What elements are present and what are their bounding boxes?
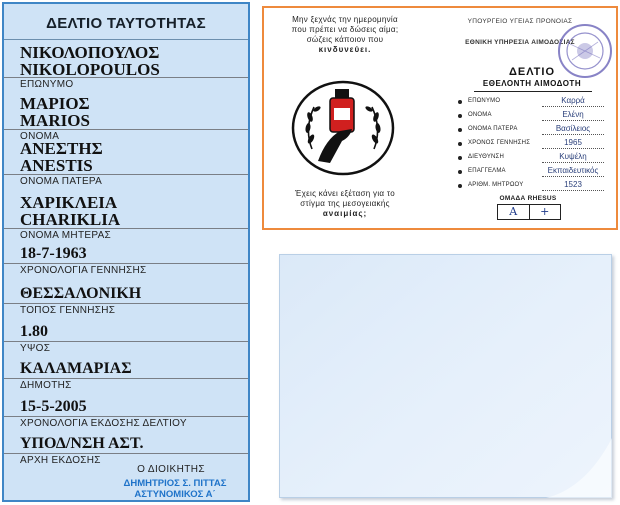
surname-greek: ΝΙΚΟΛΟΠΟΥΛΟΣ (20, 43, 160, 62)
father-name-greek: ΑΝΕΣΤΗΣ (20, 139, 103, 158)
donor-row-profession (458, 166, 608, 180)
rhesus-group-box (497, 204, 561, 220)
field-divider (4, 453, 248, 454)
question-line: στίγμα της μεσογειακής (300, 199, 390, 208)
mother-name-label: ΟΝΟΜΑ ΜΗΤΕΡΑΣ (20, 230, 112, 241)
field-divider (4, 378, 248, 379)
father-name-label: ΟΝΟΜΑ ΠΑΤΕΡΑ (20, 176, 103, 187)
rhesus-group-label: ΟΜΑΔΑ RHESUS (499, 195, 557, 202)
birth-place-value: ΘΕΣΣΑΛΟΝΙΚΗ (20, 285, 142, 302)
question-line: Έχεις κάνει εξέταση για το (295, 189, 395, 198)
dotted-line (542, 148, 604, 149)
donor-row-label: ΧΡΟΝΟΣ ΓΕΝΝΗΣΗΣ (468, 140, 531, 146)
reminder-line: σώζεις κάποιον που (306, 35, 384, 44)
issue-date-label: ΧΡΟΝΟΛΟΓΙΑ ΕΚΔΟΣΗΣ ΔΕΛΤΙΟΥ (20, 418, 187, 429)
title-divider (4, 39, 248, 40)
signatory-rank: ΑΣΤΥΝΟΜΙΚΟΣ Α΄ (134, 489, 216, 500)
subtitle-underline (474, 91, 592, 92)
dotted-line (542, 134, 604, 135)
donor-row-label: ΟΝΟΜΑ (468, 112, 492, 118)
donor-row-label: ΔΙΕΥΘΥΝΣΗ (468, 154, 504, 160)
mother-name-greek: ΧΑΡΙΚΛΕΙΑ (20, 193, 118, 212)
page-curl-icon (546, 438, 612, 498)
donor-row-value: Κυψέλη (559, 152, 587, 161)
bullet-icon (458, 156, 462, 160)
issuing-authority-label: ΑΡΧΗ ΕΚΔΟΣΗΣ (20, 455, 101, 466)
donor-card-title: ΔΕΛΤΙΟ (509, 66, 555, 78)
reminder-text (270, 15, 420, 55)
donor-row-label: ΕΠΑΓΓΕΛΜΑ (468, 168, 506, 174)
dotted-line (542, 190, 604, 191)
bullet-icon (458, 142, 462, 146)
height-value: 1.80 (20, 323, 48, 340)
issue-date-value: 15-5-2005 (20, 398, 87, 415)
donor-row-value: 1523 (564, 180, 582, 189)
donor-row-name (458, 110, 608, 124)
bullet-icon (458, 128, 462, 132)
ministry-name: ΥΠΟΥΡΓΕΙΟ ΥΓΕΙΑΣ ΠΡΟΝΟΙΑΣ (467, 18, 573, 25)
dotted-line (542, 120, 604, 121)
donor-row-label: ΕΠΩΝΥΜΟ (468, 98, 501, 104)
municipality-label: ΔΗΜΟΤΗΣ (20, 380, 72, 391)
field-divider (4, 416, 248, 417)
anemia-question (270, 189, 420, 219)
dotted-line (542, 106, 604, 107)
signatory-name: ΔΗΜΗΤΡΙΟΣ Σ. ΠΙΤΤΑΣ (123, 478, 227, 489)
donor-row-value: Καρρά (561, 96, 585, 105)
field-divider (4, 341, 248, 342)
reminder-line: Μην ξεχνάς την ημερομηνία (292, 15, 398, 24)
mother-name-latin: CHARIKLIA (20, 210, 121, 229)
field-divider (4, 228, 248, 229)
donor-row-surname (458, 96, 608, 110)
reminder-line: κινδυνεύει. (318, 45, 372, 54)
field-divider (4, 77, 248, 78)
blood-donation-emblem-icon (290, 79, 396, 177)
field-divider (4, 129, 248, 130)
blood-group-value: A (509, 205, 518, 218)
bullet-icon (458, 170, 462, 174)
height-label: ΥΨΟΣ (20, 343, 51, 354)
bullet-icon (458, 114, 462, 118)
surname-latin: NIKOLOPOULOS (20, 60, 160, 79)
donor-card-subtitle: ΕΘΕΛΟΝΤΗ ΑΙΜΟΔΟΤΗ (482, 79, 582, 88)
donor-row-value: 1965 (564, 138, 582, 147)
first-name-greek: ΜΑΡΙΟΣ (20, 94, 90, 113)
donor-row-birth-year (458, 138, 608, 152)
donor-row-value: Ελένη (562, 110, 584, 119)
donor-row-registry-number (458, 180, 608, 194)
signatory-block (100, 478, 250, 500)
bullet-icon (458, 184, 462, 188)
donor-row-value: Εκπαιδευτικός (547, 166, 599, 175)
donor-row-father-name (458, 124, 608, 138)
first-name-latin: MARIOS (20, 111, 90, 130)
rhesus-factor-value: + (529, 205, 561, 219)
signatory-role: Ο ΔΙΟΙΚΗΤΗΣ (137, 464, 205, 475)
father-name-latin: ANESTIS (20, 156, 93, 175)
dotted-line (542, 176, 604, 177)
donor-row-label: ΑΡΙΘΜ. ΜΗΤΡΩΟΥ (468, 182, 524, 188)
field-divider (4, 174, 248, 175)
donor-row-value: Βασίλειος (555, 124, 591, 133)
reminder-line: που πρέπει να δώσεις αίμα; (291, 25, 399, 34)
donor-row-address (458, 152, 608, 166)
dotted-line (542, 162, 604, 163)
field-divider (4, 263, 248, 264)
birth-date-label: ΧΡΟΝΟΛΟΓΙΑ ΓΕΝΝΗΣΗΣ (20, 265, 147, 276)
first-name-label: ΟΝΟΜΑ (20, 131, 60, 142)
municipality-value: ΚΑΛΑΜΑΡΙΑΣ (20, 360, 132, 377)
service-name: ΕΘΝΙΚΗ ΥΠΗΡΕΣΙΑ ΑΙΜΟΔΟΣΙΑΣ (465, 39, 575, 46)
field-divider (4, 303, 248, 304)
identity-card (2, 2, 250, 502)
surname-label: ΕΠΩΝΥΜΟ (20, 79, 74, 90)
identity-card-title: ΔΕΛΤΙΟ ΤΑΥΤΟΤΗΤΑΣ (46, 15, 206, 32)
birth-place-label: ΤΟΠΟΣ ΓΕΝΝΗΣΗΣ (20, 305, 116, 316)
donor-row-label: ΟΝΟΜΑ ΠΑΤΕΡΑ (468, 126, 518, 132)
bullet-icon (458, 100, 462, 104)
question-line: αναιμίας; (322, 209, 368, 218)
birth-date-value: 18-7-1963 (20, 245, 87, 262)
issuing-authority-value: ΥΠΟΔ/ΝΣΗ ΑΣΤ. (20, 435, 144, 452)
